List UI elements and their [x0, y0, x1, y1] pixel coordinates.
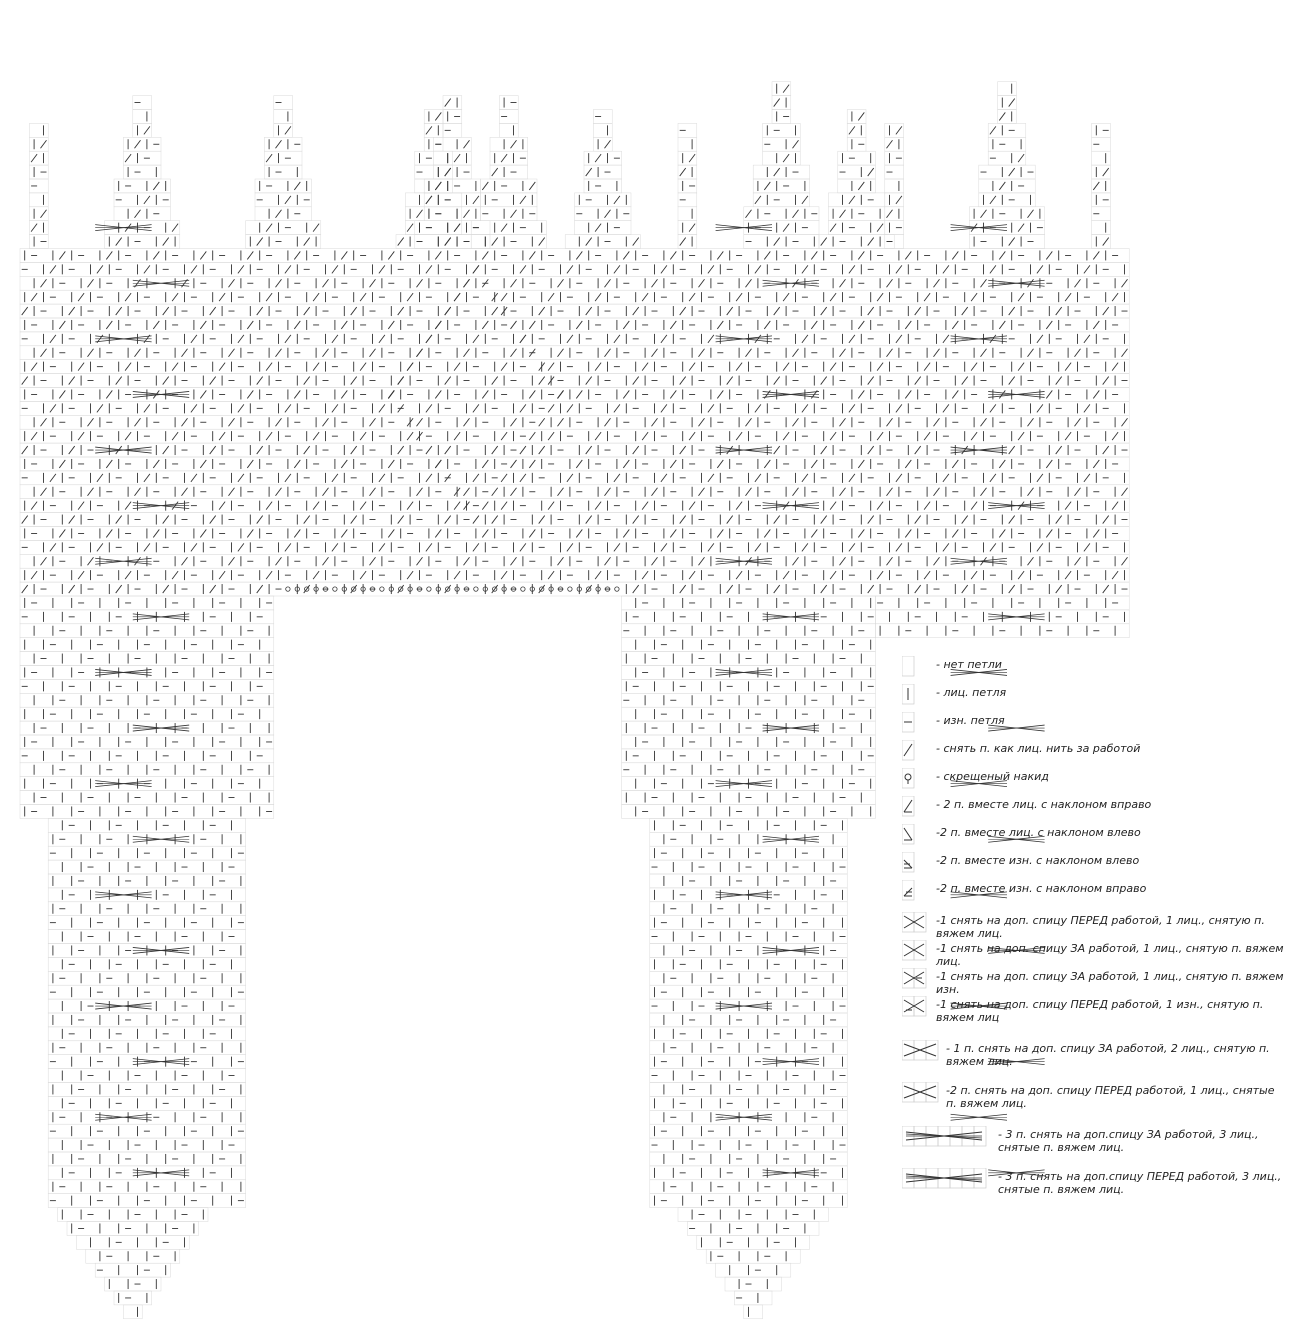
legend-text: - лиц. петля — [936, 686, 1007, 699]
legend-text: -1 снять на доп. спицу ЗА работой, 1 лиц., снятую п. вяжем изн. — [936, 970, 1284, 996]
cross-2-1-front-icon — [902, 1082, 948, 1104]
legend-text: -1 снять на доп. спицу ПЕРЕД работой, 1 изн., снятую п. вяжем лиц — [936, 998, 1264, 1024]
legend-text: -2 п. вместе лиц. с наклоном влево — [936, 826, 1141, 839]
legend-text: - 3 п. снять на доп.спицу ПЕРЕД работой, 3 лиц., снятые п. вяжем лиц. — [998, 1170, 1282, 1196]
cross-1-2-back-icon — [902, 1040, 948, 1062]
legend-text: - снять п. как лиц. нить за работой — [936, 742, 1141, 755]
cable-3-3-front-icon — [902, 1168, 994, 1190]
legend-text: - 3 п. снять на доп.спицу ЗА работой, 3 лиц., снятые п. вяжем лиц. — [998, 1128, 1259, 1154]
legend-text: -2 п. снять на доп. спицу ПЕРЕД работой, 1 лиц., снятые п. вяжем лиц. — [946, 1084, 1275, 1110]
legend-text: - нет петли — [936, 658, 1002, 671]
legend-text: -2 п. вместе изн. с наклоном вправо — [936, 882, 1147, 895]
legend-text: - 2 п. вместе лиц. с наклоном вправо — [936, 798, 1152, 811]
legend-text: -1 снять на доп. спицу ПЕРЕД работой, 1 лиц., снятую п. вяжем лиц. — [936, 914, 1265, 940]
legend-text: -1 снять на доп. спицу ЗА работой, 1 лиц., снятую п. вяжем лиц. — [936, 942, 1284, 968]
legend-text: -2 п. вместе изн. с наклоном влево — [936, 854, 1140, 867]
legend-text: - скрещеный накид — [936, 770, 1049, 783]
legend-text: - 1 п. снять на доп. спицу ЗА работой, 2 лиц., снятую п. вяжем лиц. — [946, 1042, 1270, 1068]
legend-text: - изн. петля — [936, 714, 1005, 727]
cable-3-3-back-icon — [902, 1126, 994, 1148]
